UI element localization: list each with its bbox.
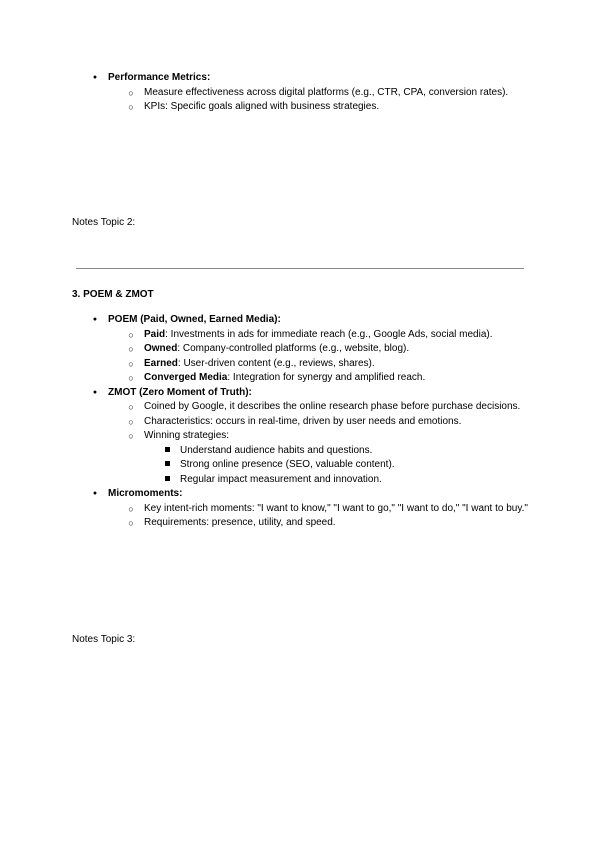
list-item (72, 415, 532, 430)
bullet-disc-icon (88, 313, 102, 328)
list-text: Understand audience habits and questions. (180, 444, 373, 456)
bullet-circle-icon (124, 400, 138, 415)
list-item (72, 371, 532, 386)
list-item (72, 328, 532, 343)
earned-label: Earned (144, 357, 178, 369)
horizontal-divider (76, 268, 524, 269)
list-item (72, 444, 532, 459)
converged-media-label: Converged Media (144, 372, 228, 383)
list-item (72, 516, 532, 531)
zmot-title: ZMOT (Zero Moment of Truth) (108, 386, 249, 398)
bullet-circle-icon (124, 357, 138, 372)
list-item (72, 502, 532, 517)
bullet-circle-icon (124, 415, 138, 430)
list-item: ● ZMOT (Zero Moment of Truth): (72, 386, 532, 401)
list-item: ● POEM (Paid, Owned, Earned Media): (72, 313, 532, 328)
list-item: ● Performance Metrics: (72, 71, 532, 86)
list-text: : Company-controlled platforms (e.g., website, blog). (177, 343, 410, 354)
poem-zmot-list (72, 313, 532, 531)
list-text: Characteristics: occurs in real-time, driven by user needs and emotions. (144, 415, 462, 427)
micromoments-title: Micromoments (108, 488, 180, 499)
list-text: Coined by Google, it describes the online research phase before purchase decisions. (144, 401, 521, 412)
list-item: ● Micromoments: (72, 487, 532, 502)
list-text: Strong online presence (SEO, valuable content). (180, 459, 395, 470)
bullet-circle-icon (124, 429, 138, 444)
bullet-square-icon (160, 444, 174, 459)
list-item (72, 100, 532, 115)
list-text: Key intent-rich moments: "I want to know," "I want to go," "I want to do," "I want to buy." (144, 502, 528, 514)
bullet-circle-icon (124, 516, 138, 531)
bullet-disc-icon (88, 71, 102, 86)
section-heading: 3. POEM & ZMOT (72, 289, 154, 300)
bullet-disc-icon (88, 487, 102, 502)
list-text: Requirements: presence, utility, and speed. (144, 517, 336, 528)
poem-zmot-block (72, 313, 532, 531)
bullet-circle-icon (124, 502, 138, 517)
owned-label: Owned (144, 343, 178, 354)
performance-metrics-title: Performance Metrics (108, 72, 207, 83)
paid-label: Paid (144, 328, 166, 340)
bullet-disc-icon (88, 386, 102, 401)
bullet-circle-icon (124, 100, 138, 115)
bullet-square-icon (160, 458, 174, 473)
bullet-circle-icon (124, 328, 138, 343)
list-item (72, 473, 532, 488)
list-text: Measure effectiveness across digital platforms (e.g., CTR, CPA, conversion rates). (144, 86, 509, 98)
bullet-circle-icon (124, 86, 138, 101)
list-text: : Investments in ads for immediate reach (e.g., Google Ads, social media). (165, 328, 493, 340)
list-text: Regular impact measurement and innovation. (180, 473, 382, 485)
notes-topic-3-label: Notes Topic 3: (72, 634, 136, 645)
list-item (72, 429, 532, 444)
performance-list (72, 71, 532, 115)
list-item (72, 400, 532, 415)
list-text: Winning strategies: (144, 430, 230, 441)
notes-topic-2-label: Notes Topic 2: (72, 217, 136, 228)
list-item (72, 342, 532, 357)
list-item (72, 86, 532, 101)
list-item (72, 458, 532, 473)
performance-metrics-block (72, 71, 532, 115)
list-text: : User-driven content (e.g., reviews, shares). (177, 357, 375, 369)
bullet-circle-icon (124, 371, 138, 386)
bullet-circle-icon (124, 342, 138, 357)
list-item (72, 357, 532, 372)
list-text: : Integration for synergy and amplified reach. (227, 372, 426, 383)
poem-title: POEM (Paid, Owned, Earned Media) (108, 314, 278, 325)
bullet-square-icon (160, 473, 174, 488)
list-text: KPIs: Specific goals aligned with business strategies. (144, 101, 380, 112)
